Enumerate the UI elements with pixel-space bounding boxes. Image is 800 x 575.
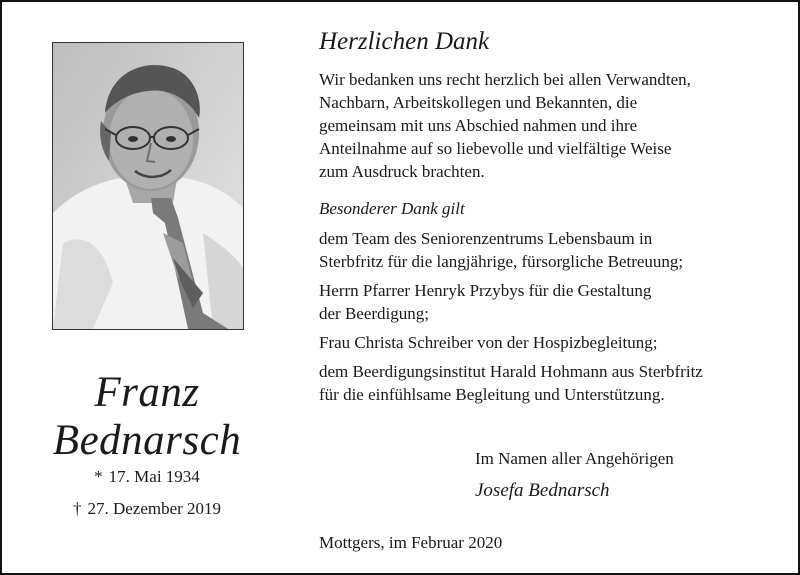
thanks-item-line: der Beerdigung;: [319, 304, 429, 323]
portrait-photo: [52, 42, 244, 330]
birth-date-line: [22, 466, 272, 488]
thanks-item-line: dem Team des Seniorenzentrums Lebensbaum in: [319, 229, 653, 248]
death-cross-icon: †: [72, 499, 82, 518]
thanks-item-line: für die einfühlsame Begleitung und Unterstützung.: [319, 385, 665, 404]
death-date: 27. Dezember 2019: [87, 499, 222, 518]
thanks-item-line: Frau Christa Schreiber von der Hospizbegleitung;: [319, 333, 658, 352]
deceased-first-name: Franz: [94, 369, 200, 416]
thanks-item-line: dem Beerdigungsinstitut Harald Hohmann aus Sterbfritz: [319, 362, 703, 381]
thanks-item: [319, 279, 789, 325]
signature-block: [475, 448, 775, 504]
thanks-item-line: Herrn Pfarrer Henryk Przybys für die Gestaltung: [319, 281, 652, 300]
thanks-heading: Herzlichen Dank: [319, 28, 490, 55]
intro-line: Nachbarn, Arbeitskollegen und Bekannten, die: [319, 93, 638, 112]
thanks-item-line: Sterbfritz für die langjährige, fürsorgliche Betreuung;: [319, 252, 684, 271]
intro-line: gemeinsam mit uns Abschied nahmen und ihre: [319, 116, 638, 135]
thanks-section: [319, 26, 789, 412]
thanks-item: [319, 227, 789, 273]
birth-date: 17. Mai 1934: [108, 467, 200, 486]
thanks-item: [319, 360, 789, 406]
intro-line: Anteilnahme auf so liebevolle und vielfältige Weise: [319, 139, 672, 158]
signer-name: Josefa Bednarsch: [475, 480, 610, 501]
intro-line: Wir bedanken uns recht herzlich bei allen Verwandten,: [319, 70, 691, 89]
intro-line: zum Ausdruck brachten.: [319, 162, 485, 181]
on-behalf-text: Im Namen aller Angehörigen: [475, 449, 674, 468]
death-date-line: [22, 498, 272, 520]
birth-star-icon: *: [94, 467, 103, 486]
thanks-item: [319, 331, 789, 354]
place-date: Mottgers, im Februar 2020: [319, 533, 503, 552]
thanks-intro: [319, 68, 789, 183]
portrait-photo-icon: [53, 43, 243, 329]
special-thanks-heading: Besonderer Dank gilt: [319, 199, 465, 218]
deceased-last-name: Bednarsch: [52, 417, 242, 464]
